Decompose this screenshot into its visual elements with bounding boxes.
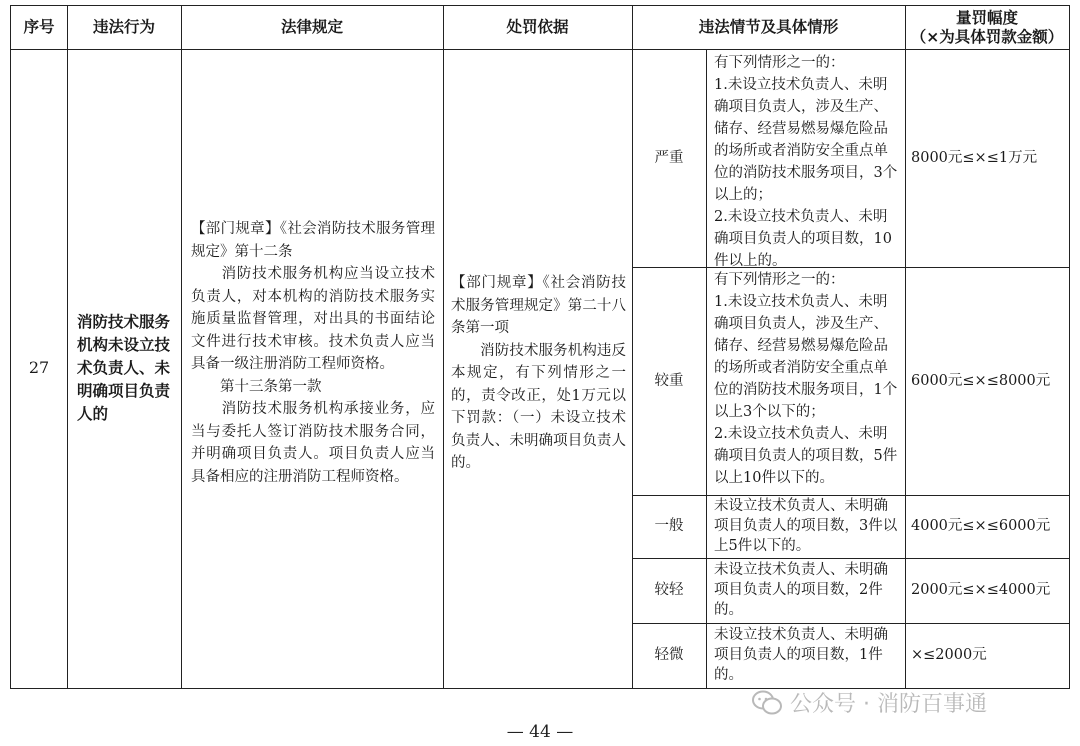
level-heavy: 较重: [654, 372, 684, 389]
header-range: [905, 6, 1069, 49]
row-basis: 【部门规章】《社会消防技术服务管理规定》第二十八条第一项 消防技术服务机构违反本规定，有下列情形之一的，责令改正，处1万元以下罚款：（一）未设立技术负责人、未明确项目负责人的。: [451, 275, 626, 471]
header-law: 法律规定: [280, 18, 343, 37]
level-severe: 严重: [654, 149, 684, 166]
header-basis: 处罚依据: [506, 18, 569, 37]
header-circumstance: 违法情节及具体情形: [698, 18, 839, 37]
row-seq: 27: [28, 358, 50, 378]
row-violation: 消防技术服务机构未设立技术负责人、未明确项目负责人的: [77, 313, 171, 423]
level-minor: 轻微: [654, 647, 684, 664]
penalty-table: [10, 5, 1070, 689]
description-general: 未设立技术负责人、未明确项目负责人的项目数，3件以上5件以下的。: [714, 498, 898, 554]
range-severe: 8000元≤×≤1万元: [911, 149, 1038, 166]
watermark-text: 公众号 · 消防百事通: [790, 692, 987, 717]
range-minor: ×≤2000元: [911, 647, 987, 664]
header-range-note: （×为具体罚款金额）: [910, 27, 1064, 46]
description-severe: 有下列情形之一的： 1.未设立技术负责人、未明确项目负责人，涉及生产、储存、经营易燃易爆危险品的场所或者消防安全重点单位的消防技术服务项目，3个以上的； 2.未设立技术负责人、未明确项目负责人的项目数，10件以上的。: [714, 55, 898, 269]
row-law: 【部门规章】《社会消防技术服务管理规定》第十二条 消防技术服务机构应当设立技术负责人，对本机构的消防技术服务实施质量监督管理，对出具的书面结论文件进行技术审核。技术负责人应当具备一级注册消防工程师资格。 第十三条第一款 消防技术服务机构承接业务，应当与委托人签订消防技术服务合同，并明确项目负责人。项目负责人应当具备相应的注册消防工程师资格。: [191, 221, 435, 485]
level-general: 一般: [654, 518, 684, 535]
watermark: [752, 687, 987, 718]
range-light: 2000元≤×≤4000元: [911, 582, 1051, 599]
level-light: 较轻: [654, 582, 684, 599]
wechat-icon: [752, 690, 782, 716]
description-light: 未设立技术负责人、未明确项目负责人的项目数，2件的。: [714, 562, 888, 618]
range-general: 4000元≤×≤6000元: [911, 518, 1051, 535]
page-number: — 44 —: [506, 722, 574, 742]
description-heavy: 有下列情形之一的： 1.未设立技术负责人、未明确项目负责人，涉及生产、储存、经营易燃易爆危险品的场所或者消防安全重点单位的消防技术服务项目，1个以上3个以下的； 2.未设立技术负责人、未明确项目负责人的项目数，5件以上10件以下的。: [714, 272, 898, 486]
header-seq: 序号: [23, 18, 55, 37]
range-heavy: 6000元≤×≤8000元: [911, 372, 1051, 389]
header-violation: 违法行为: [92, 18, 155, 37]
description-minor: 未设立技术负责人、未明确项目负责人的项目数，1件的。: [714, 627, 888, 683]
header-range-title: 量罚幅度: [955, 8, 1018, 27]
